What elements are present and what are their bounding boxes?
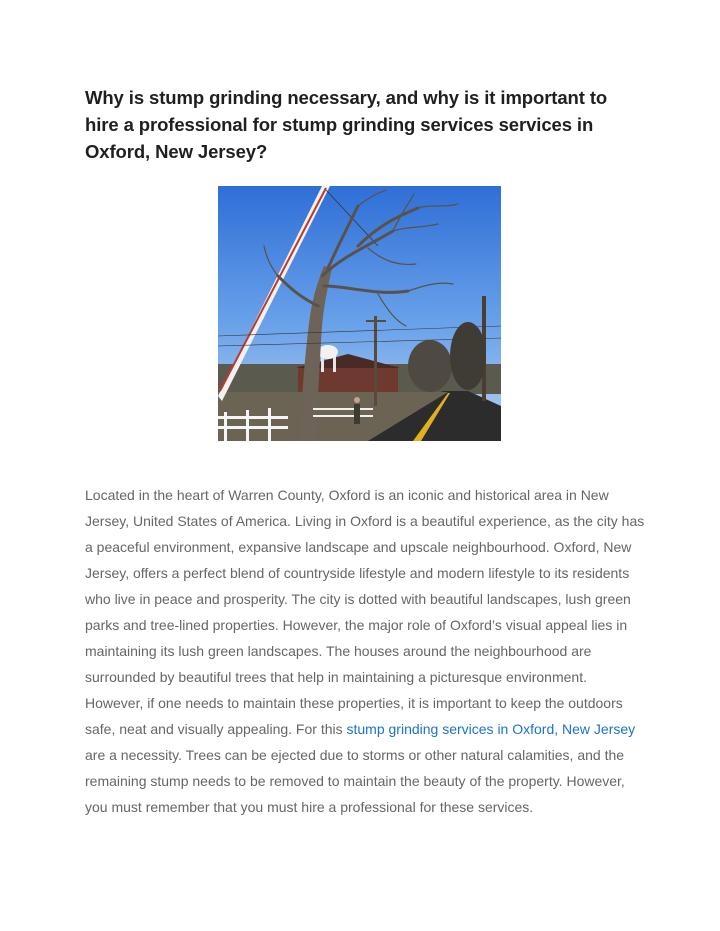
stump-grinding-link[interactable]: stump grinding services in Oxford, New Jersey bbox=[346, 721, 636, 737]
article-title: Why is stump grinding necessary, and why is it important to hire a professional for stump grinding services services in Oxford, New Jersey? bbox=[85, 87, 608, 162]
paragraph-text-after-link: are a necessity. Trees can be ejected due to storms or other natural calamities, and the remaining stump needs to be removed to maintain the beauty of the property. However, you must remember that you must hire a professional for these services. bbox=[85, 747, 625, 815]
paragraph-text-before-link: Located in the heart of Warren County, Oxford is an iconic and historical area in New Jersey, United States of America. Living in Oxford is a beautiful experience, as the city has a peaceful environment, expansive landscape and upscale neighbourhood. Oxford, New Jersey, offers a perfect blend of countryside lifestyle and modern lifestyle to its residents who live in peace and prosperity. The city is dotted with beautiful landscapes, lush green parks and tree-lined properties. However, the major role of Oxford’s visual appeal lies in maintaining its lush green landscapes. The houses around the neighbourhood are surrounded by beautiful trees that help in maintaining a picturesque environment. However, if one needs to maintain these properties, it is important to keep the outdoors safe, neat and visually appealing. For this bbox=[85, 487, 645, 737]
article-paragraph bbox=[85, 482, 645, 820]
tree-removal-photo bbox=[218, 186, 501, 441]
